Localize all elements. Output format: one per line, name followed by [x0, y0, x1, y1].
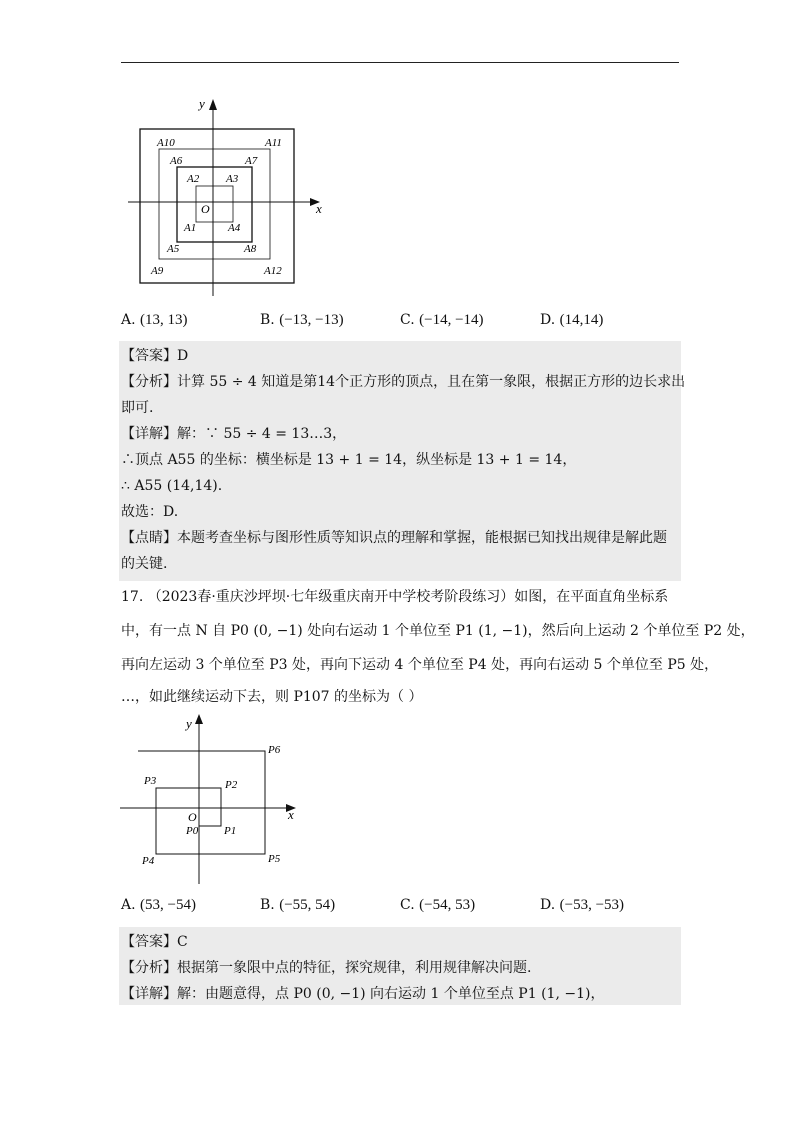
label-a7: A7: [245, 155, 258, 167]
comment-line-2: 的关键.: [121, 556, 168, 572]
spiral-path: [138, 751, 265, 854]
y-arrow: [209, 99, 217, 110]
square-4: [140, 129, 294, 283]
q17-line-4: …，如此继续运动下去，则 P107 的坐标为（ ）: [121, 689, 423, 705]
label-a8: A8: [244, 243, 257, 255]
label-p4: P4: [142, 855, 155, 867]
analysis-line-2: 即可.: [121, 400, 154, 416]
comment-line: 【点睛】本题考查坐标与图形性质等知识点的理解和掌握，能根据已知找出规律是解此题: [121, 530, 667, 546]
origin-label: O: [201, 202, 210, 216]
analysis-line: 【分析】计算 55 ÷ 4 知道是第14个正方形的顶点，且在第一象限，根据正方形的边长求出: [121, 374, 686, 390]
option-b[interactable]: B. (−13, −13): [260, 312, 344, 328]
label-a11: A11: [265, 137, 282, 149]
q17-line-2: 中，有一点 N 自 P0 (0, −1) 处向右运动 1 个单位至 P1 (1, −1)，然后向上运动 2 个单位至 P2 处，: [121, 623, 755, 639]
x-axis-label: x: [288, 807, 294, 822]
q17-line-3: 再向左运动 3 个单位至 P3 处，再向下运动 4 个单位至 P4 处，再向右运动 5 个单位至 P5 处，: [121, 657, 719, 673]
label-p3: P3: [144, 775, 157, 787]
label-a10: A10: [157, 137, 175, 149]
label-a1: A1: [184, 222, 197, 234]
label-a5: A5: [167, 243, 180, 255]
option-a[interactable]: A. (53, −54): [121, 897, 196, 913]
q17-line-1: 17. （2023春·重庆沙坪坝·七年级重庆南开中学校考阶段练习）如图，在平面直角坐标系: [121, 589, 669, 605]
detail-line-3: ∴ A55 (14,14).: [121, 478, 223, 494]
q16-solution: [119, 341, 686, 581]
origin-label: O: [188, 810, 197, 824]
choice-line: 故选：D.: [121, 504, 179, 520]
option-c[interactable]: C. (−54, 53): [400, 897, 476, 913]
label-p5: P5: [268, 853, 281, 865]
detail-line: 【详解】解：∵ 55 ÷ 4 = 13…3，: [121, 426, 347, 442]
option-d[interactable]: D. (14,14): [540, 312, 604, 328]
y-axis-label: y: [186, 716, 192, 731]
q17-figure: [120, 710, 310, 890]
x-axis-label: x: [316, 201, 322, 216]
option-a[interactable]: A. (13, 13): [121, 312, 188, 328]
label-a9: A9: [151, 265, 164, 277]
label-a12: A12: [264, 265, 282, 277]
y-arrow: [195, 714, 203, 724]
label-a4: A4: [228, 222, 241, 234]
option-b[interactable]: B. (−55, 54): [260, 897, 336, 913]
label-p6: P6: [268, 744, 281, 756]
label-a2: A2: [187, 173, 200, 185]
y-axis-label: y: [199, 96, 205, 111]
option-c[interactable]: C. (−14, −14): [400, 312, 484, 328]
label-p1: P1: [224, 825, 237, 837]
label-a6: A6: [170, 155, 183, 167]
option-d[interactable]: D. (−53, −53): [540, 897, 625, 913]
q16-options: [121, 312, 681, 338]
header-rule: [121, 62, 679, 63]
answer-line: 【答案】D: [121, 348, 189, 364]
detail-line: 【详解】解：由题意得，点 P0 (0, −1) 向右运动 1 个单位至点 P1 (1, −1)，: [121, 986, 605, 1002]
q16-figure: [120, 88, 330, 300]
q17-stem: [121, 586, 755, 706]
detail-line-2: ∴顶点 A55 的坐标：横坐标是 13 + 1 = 14，纵坐标是 13 + 1 = 14，: [121, 452, 577, 468]
label-p2: P2: [225, 779, 238, 791]
label-p0: P0: [186, 825, 199, 837]
q17-solution: [119, 927, 681, 1005]
analysis-line: 【分析】根据第一象限中点的特征，探究规律，利用规律解决问题.: [121, 960, 532, 976]
label-a3: A3: [226, 173, 239, 185]
q17-options: [121, 897, 681, 923]
answer-line: 【答案】C: [121, 934, 188, 950]
